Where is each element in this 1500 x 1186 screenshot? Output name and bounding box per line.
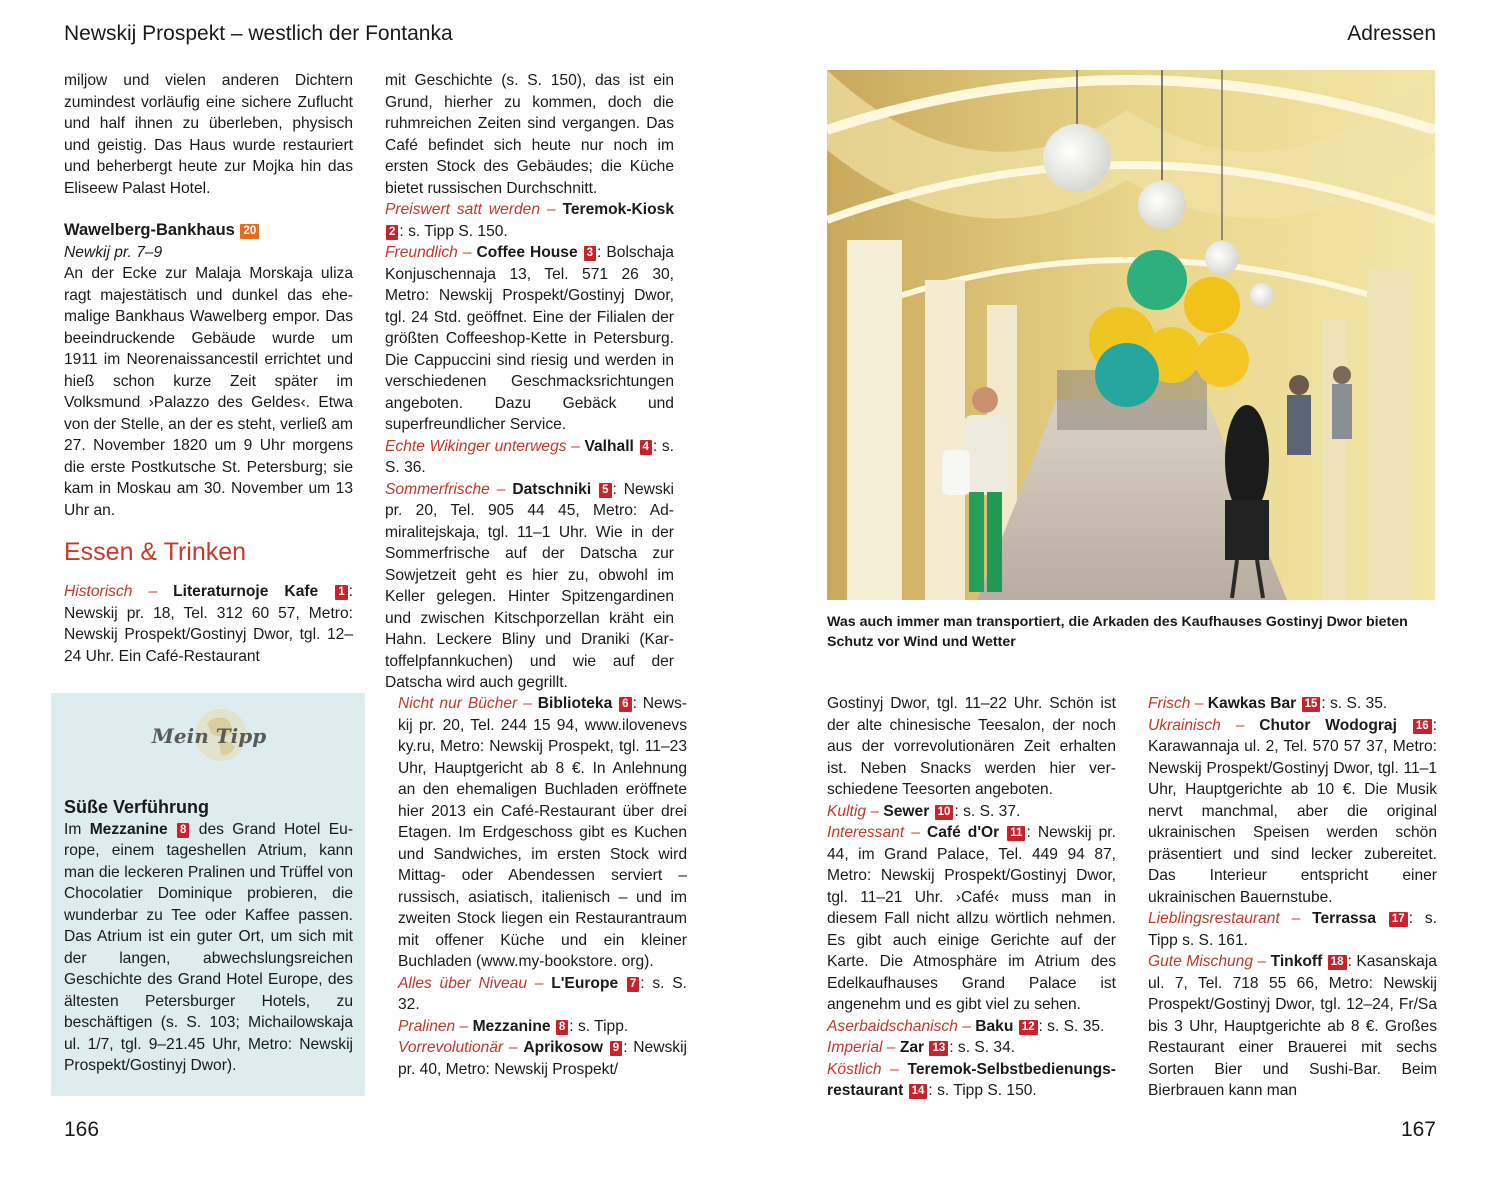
entry-name: Literaturnoje Kafe [173,583,319,600]
entry-category: Ukrainisch – [1148,716,1260,734]
tip-venue-name: Mezzanine [89,820,168,838]
entry-name: Baku [975,1017,1014,1035]
entry-8 [398,1016,687,1038]
entry-category: Interessant – [827,824,927,841]
entry-13 [827,1037,1116,1059]
entry-text: : s. S. 35. [1038,1017,1105,1035]
entry-16 [1148,715,1437,909]
entry-name: Sewer [883,802,930,820]
entry-12 [827,1016,1116,1038]
entry-15 [1148,693,1437,715]
entry-18 [1148,951,1437,1102]
entry-name: L'Europe [551,974,619,992]
entry-10 [827,801,1116,823]
tip-paragraph [64,819,353,1077]
continued-paragraph: Gostinyj Dwor, tgl. 11–22 Uhr. Schön ist der alte chinesische Teesalon, der noch aus der vorrevolutionären Zeit erhalten ist. Neben Snacks werden hier verschiedene Teesorten angeboten. [827,695,1116,798]
entry-category: Vorrevolutionär – [398,1039,524,1056]
entry-4 [385,436,674,479]
entry-text: : Newskij pr. 44, im Grand Palace, Tel. 449 94 87, Metro: Newskij Prospekt/Gostinyj Dwor, tgl. 11–21 Uhr. ›Café‹ muss man in diesem Fall nicht allzu wörtlich nehmen. Es gibt auch einige Gerichte auf der Karte. Die Atmosphäre im Atrium des Edelkaufhauses Grand Palace ist angenehm und es gibt viel zu sehen. [827,824,1116,1013]
right-column-1 [827,693,1116,1102]
tip-title: Süße Verführung [64,797,210,817]
tip-text [64,797,353,1077]
tip-pre: Im [64,820,90,838]
entry-name: Chutor Wodograj [1259,716,1397,734]
entry-name: Mezzanine [472,1017,551,1035]
entry-name: Coffee House [476,244,578,261]
entry-name: Teremok-Selbstbedienungsrestaurant [827,1060,1116,1099]
entry-category: Historisch – [64,583,174,600]
entry-9 [398,1037,687,1080]
entry-number-badge: 16 [1413,719,1432,734]
entry-text: : Newski pr. 20, Tel. 905 44 45, Metro: Admiralitejskaja, tgl. 11–1 Uhr. Wie in der Sommerfrische auf der Datscha zur Sowjetzeit geht es hier zu, obwohl im Keller gelegen. Hinter Spitzengardinen und zwischen Kitschporzellan kräht ein Hahn. Leckere Bliny und Draniki (Kartoffelpfannkuchen) und wie auf der Datscha wird auch gegrillt. [385,480,675,691]
entry-name: Aprikosow [523,1039,604,1056]
entry-number-badge: 17 [1389,912,1408,927]
entry-number-badge: 14 [909,1084,928,1099]
entry-number-badge: 6 [619,697,631,712]
entry-2 [385,199,674,242]
entry-category: Frisch – [1148,695,1208,712]
entry-category: Imperial – [827,1039,900,1056]
entry-text: : Kasanskaja ul. 7, Tel. 718 55 66, Metro: Newskij Prospekt/Gostinyj Dwor, tgl. 12–24, Fr/Sa bis 3 Uhr, Hauptgerichte ab 8 €. Großes Restaurant einer Brauerei mit sechs Sorten Bier und Sushi-Bar. Beim Bierbrauen kann man [1148,953,1437,1099]
photo-caption: Was auch immer man transportiert, die Arkaden des Kaufhauses Gostinyj Dwor bieten Schutz vor Wind und Wetter [827,614,1408,650]
entry-category: Lieblingsrestaurant – [1148,910,1313,927]
entry-number-badge: 13 [929,1041,948,1056]
running-head-right: Adressen [1347,22,1436,45]
entry-number-badge: 3 [584,246,596,261]
sight-text: An der Ecke zur Malaja Morskaja uliza ragt majestätisch und dunkel das ehemalige Bankhaus Wawelberg empor. Das beeindruckende Gebäude wurde um 1911 im Neorenaissancestil errichtet und hieß schon kurze Zeit später im Volksmund ›Palazzo des Geldes‹. Etwa von der Stelle, an der es steht, verließ am 27. November 1820 um 9 Uhr morgens die erste Postkutsche St. Petersburg; sie kam in Moskau am 30. November um 13 Uhr an. [64,265,353,519]
mein-tipp-logo [149,705,269,765]
entry-number-badge: 12 [1019,1020,1038,1035]
entry-name: Valhall [584,437,634,455]
entry-category: Freundlich – [385,244,477,261]
entry-name: Datschniki [512,480,592,498]
entry-category: Kultig – [827,802,884,820]
page-number-left: 166 [64,1118,100,1141]
left-column-2-lower [398,693,687,1080]
entry-5 [385,479,674,694]
entry-name: Teremok-Kiosk [562,201,674,218]
entry-text: : s. Tipp. [569,1017,629,1035]
entry-category: Köstlich – [827,1060,908,1078]
entry-category: Sommerfrische – [385,480,513,498]
entry-text: : s. S. 32. [398,974,687,1013]
entry-number-badge: 11 [1007,826,1025,841]
page-number-right: 167 [1400,1118,1436,1141]
entry-name: Biblioteka [537,695,613,712]
left-column-2 [385,70,674,694]
entry-text: : s. S. 37. [954,802,1021,820]
entry-number-badge: 18 [1328,955,1347,970]
section-title: Essen & Trinken [64,538,247,566]
entry-number-badge: 7 [627,977,639,992]
entry-number-badge: 1 [335,585,347,600]
entry-category: Alles über Niveau – [398,974,552,992]
entry-text: : Karawannaja ul. 2, Tel. 570 57 37, Metro: Newskij Prospekt/Gostinyj Dwor, tgl. 11–1 Uhr, Hauptgerichte ab 10 €. Die Musik nervt manchmal, aber die original ukrainischen Speisen werden schön präsentiert und sind lecker zubereitet. Das Interieur entspricht einer ukrainischen Bauernstube. [1148,716,1437,906]
entry-17 [1148,908,1437,951]
entry-text: : Bolschaja Konjuschennaja 13, Tel. 571 26 30, Metro: Newskij Prospekt/Gostinyj Dwor, tgl. 24 Std. geöffnet. Eine der Filialen der größten Coffeeshop-Kette in Petersburg. Die Cappuccini sind riesig und werden in verschiedenen Geschmacksrichtungen angeboten. Dazu Gebäck und superfreundlicher Service. [385,244,674,433]
entry-name: Kawkas Bar [1207,695,1297,712]
tip-body: des Grand Hotel Europe, einem tageshellen Atrium, kann man die leckeren Pralinen und Trüffel von Chocolatier Dominique probieren, die wunderbar zu Tee oder Kaffee passen. Das Atrium ist ein guter Ort, um sich mit der langen, abwechslungsreichen Geschichte des Grand Hotel Europe, des ältesten Petersburger Hotels, zu beschäftigen (s. S. 103; Michailowskaja ul. 1/7, tgl. 9–21.45 Uhr, Metro: Newskij Prospekt/Gostinyj Dwor). [64,820,354,1074]
entry-name: Café d'Or [926,824,1000,841]
continued-paragraph: mit Geschichte (s. S. 150), das ist ein Grund, hierher zu kommen, doch die ruhmreichen Zeiten sind vergangen. Das Café befindet sich heute nur noch im ersten Stock des Gebäudes; die Küche bietet russischen Durchschnitt. [385,72,674,197]
entry-number-badge: 8 [556,1020,568,1035]
entry-text: : s. S. 35. [1321,695,1388,712]
tip-box [51,693,365,1096]
arcade-photo [827,70,1435,600]
entry-number-badge: 2 [386,225,398,240]
entry-name: Zar [899,1039,925,1056]
entry-text: : s. S. 36. [385,437,674,476]
entry-text: : s. S. 34. [949,1039,1016,1056]
entry-name: Tinkoff [1270,953,1323,970]
entry-text: : Newskij pr. 18, Tel. 312 60 57, Metro: Newskij Prospekt/Gostinyj Dwor, tgl. 12–24 Uhr. Ein Café-Restaurant [64,583,353,665]
entry-number-badge: 5 [599,483,611,498]
entry-text: : s. Tipp S. 150. [928,1082,1037,1099]
entry-number-badge: 10 [935,805,954,820]
entry-name: Terrassa [1312,910,1377,927]
sight-title: Wawelberg-Bankhaus [64,221,235,239]
entry-text: : s. Tipp S. 150. [399,222,508,240]
entry-category: Preiswert satt werden – [385,201,563,218]
entry-text: : Newskij pr. 20, Tel. 244 15 94, www.ilovenevs ky.ru, Metro: Newskij Prospekt, tgl. 11–23 Uhr, Hauptgericht ab 8 €. In Anlehnung an den ehemaligen Buchladen eröffnete hier 2013 ein Café-Restaurant über drei Etagen. Im Erdgeschoss gibt es Kuchen und Sandwiches, im ersten Stock wird Mittag- oder Abendessen serviert – russisch, asiatisch, italienisch – und im zweiten Stock liegen ein Restaurantraum mit offener Küche und ein kleiner Buchladen (www.my-bookstore. org). [398,695,687,970]
entry-7 [398,973,687,1016]
entry-category: Nicht nur Bücher – [398,695,538,712]
entry-11 [827,822,1116,1016]
entry-category: Echte Wikinger unterwegs – [385,437,585,455]
sight-heading [64,220,353,242]
entry-category: Pralinen – [398,1017,473,1035]
entry-6 [398,693,687,973]
entry-number-badge: 4 [640,440,652,455]
left-column-1 [64,70,353,667]
entry-category: Aserbaidschanisch – [827,1017,976,1035]
entry-number-badge: 9 [610,1041,622,1056]
entry-text: : Newskij pr. 40, Metro: Newskij Prospekt/ [398,1039,687,1078]
right-column-2 [1148,693,1437,1102]
tip-number-badge: 8 [177,823,189,838]
intro-paragraph: miljow und vielen anderen Dichtern zumindest vorläufig eine sichere Zuflucht und half ihnen zu überleben, physisch und geistig. Das Haus wurde restauriert und beherbergt heute zur Mojka hin das Eliseew Palast Hotel. [64,72,353,197]
entry-number-badge: 15 [1302,697,1321,712]
entry-1 [64,581,353,667]
entry-3 [385,242,674,436]
sight-address: Newkij pr. 7–9 [64,243,163,261]
entry-14 [827,1059,1116,1102]
mein-tipp-logo-text: Mein Tipp [151,724,267,748]
running-head-left: Newskij Prospekt – westlich der Fontanka [64,22,453,45]
entry-text: : s. Tipp s. S. 161. [1148,910,1437,949]
right-page [750,0,1500,1186]
sight-number-badge: 20 [240,224,259,239]
entry-category: Gute Mischung – [1148,953,1271,970]
